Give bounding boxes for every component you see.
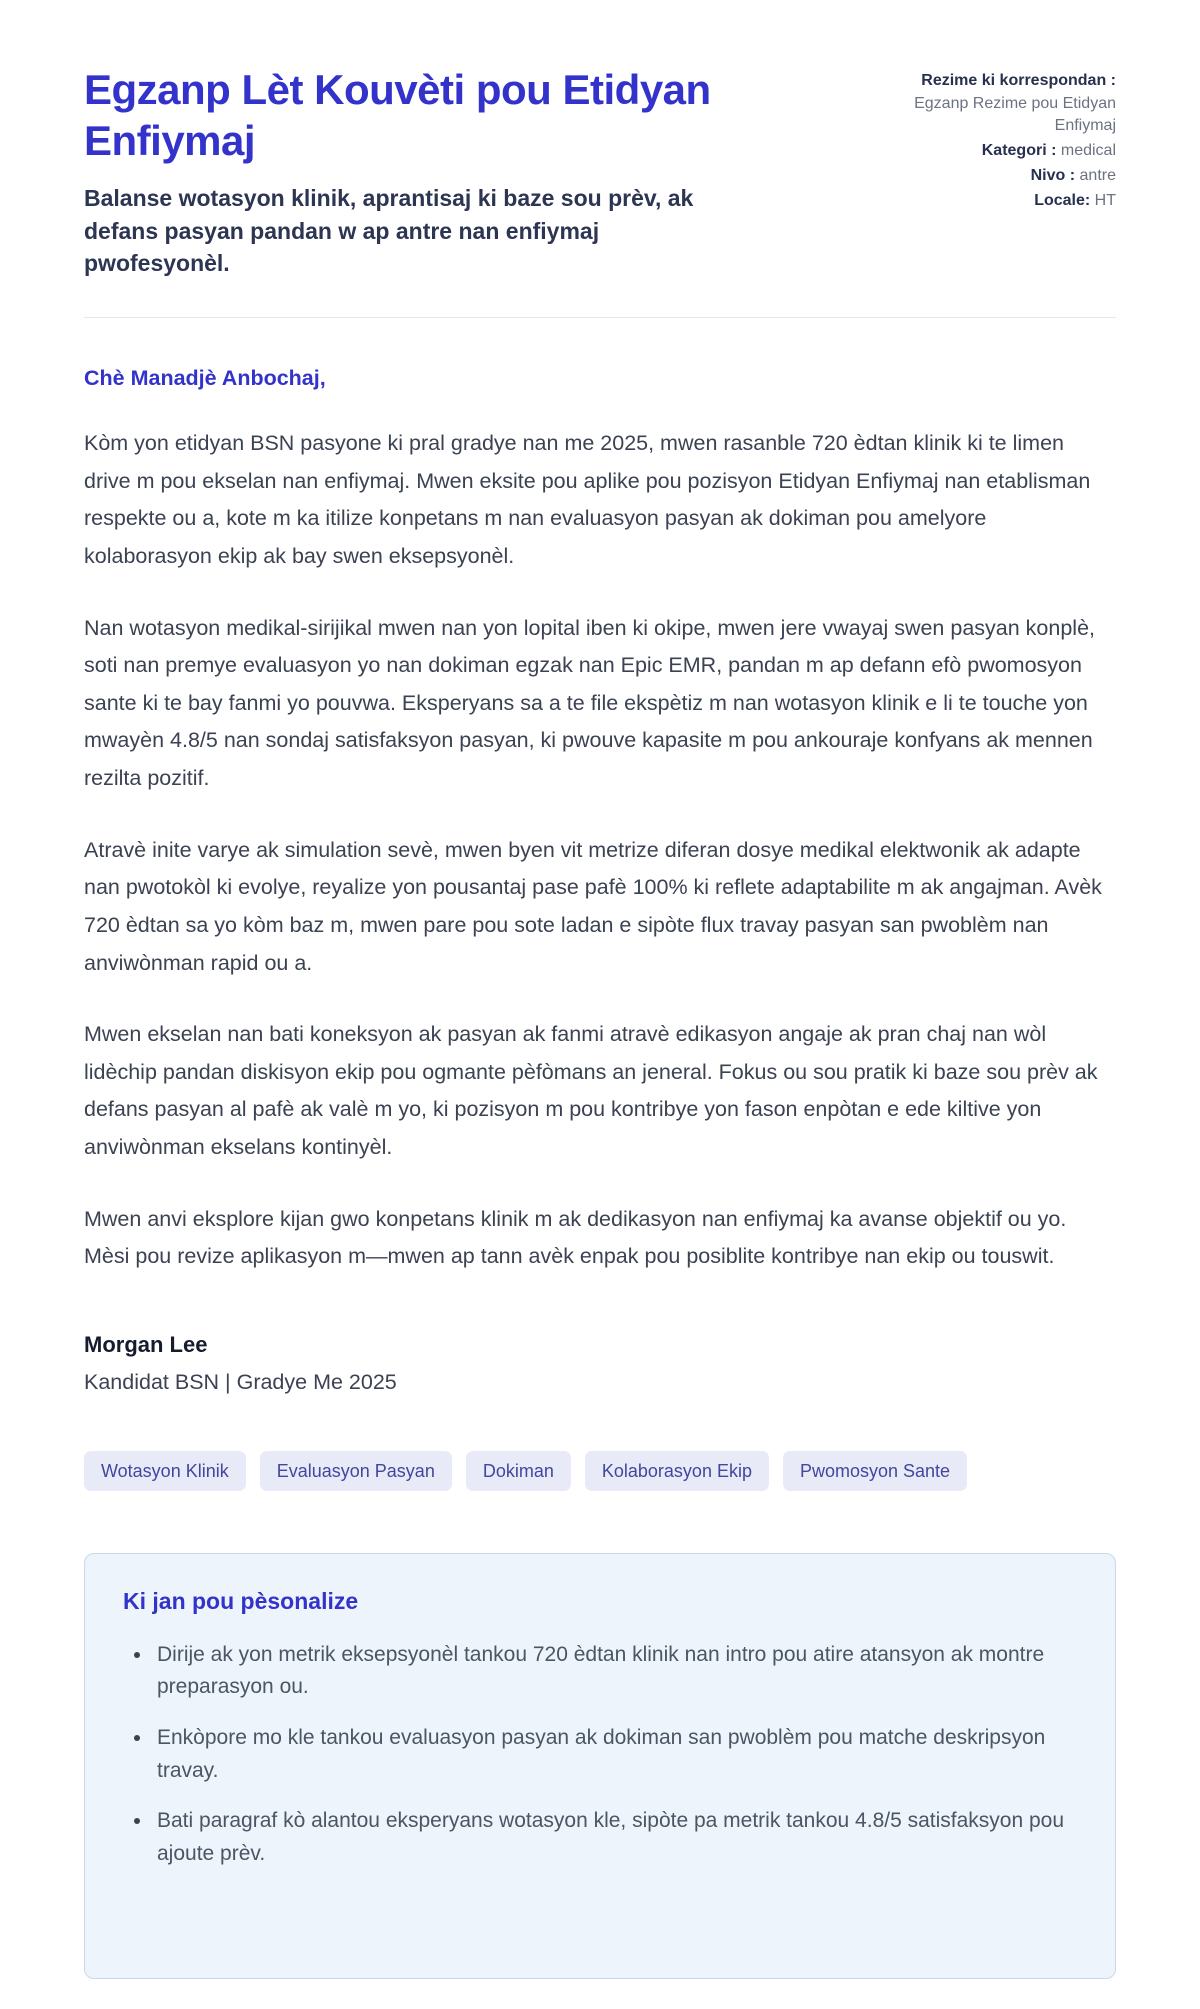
meta-level-value: antre	[1079, 166, 1116, 184]
tag-chip: Pwomosyon Sante	[783, 1451, 967, 1491]
keyword-tags	[84, 1451, 1116, 1491]
meta-locale-value: HT	[1094, 191, 1116, 209]
meta-resume-value: Egzanp Rezime pou Etidyan Enfiymaj	[914, 94, 1116, 135]
meta-category-value: medical	[1060, 142, 1116, 160]
letter-greeting: Chè Manadjè Anbochaj,	[84, 366, 326, 391]
meta-level-label: Nivo :	[1030, 166, 1076, 184]
meta-category-label: Kategori :	[981, 142, 1057, 160]
header	[84, 64, 1116, 279]
letter-body	[84, 366, 1116, 1395]
tag-chip: Wotasyon Klinik	[84, 1451, 246, 1491]
meta-matching-resume	[894, 70, 1116, 138]
letter-paragraph: Atravè inite varye ak simulation sevè, mwen byen vit metrize diferan dosye medikal elektwonik ak adapte nan pwotokòl ki evolye, reyalize yon pousantaj pase pafè 100% ki reflete adaptabilite m ak angajman. Avèk 720 èdtan sa yo kòm baz m, mwen pare pou sote ladan e sipòte flux travay pasyan san pwoblèm nan anviwònman rapid ou a.	[84, 837, 1102, 975]
letter-paragraph: Mwen anvi eksplore kijan gwo konpetans klinik m ak dedikasyon nan enfiymaj ka avanse objektif ou yo. Mèsi pou revize aplikasyon m—mwen ap tann avèk enpak pou posiblite kontribye nan ekip ou touswit.	[84, 1206, 1067, 1269]
page-subtitle: Balanse wotasyon klinik, aprantisaj ki baze sou prèv, ak defans pasyan pandan w ap antre nan enfiymaj pwofesyonèl.	[84, 185, 694, 276]
header-title-block	[84, 64, 784, 279]
meta-panel	[894, 64, 1116, 214]
tips-list	[123, 1639, 1077, 1870]
page-title: Egzanp Lèt Kouvèti pou Etidyan Enfiymaj	[84, 66, 711, 165]
meta-locale	[894, 190, 1116, 213]
letter-paragraph: Mwen ekselan nan bati koneksyon ak pasyan ak fanmi atravè edikasyon angaje ak pran chaj nan wòl lidèchip pandan diskisyon ekip pou ogmante pèfòmans an jeneral. Fokus ou sou pratik ki baze sou prèv ak defans pasyan al pafè ak valè m yo, ki pozisyon m pou kontribye yon fason enpòtan e ede kiltive yon anviwònman ekselans kontinyèl.	[84, 1022, 1098, 1160]
tag-chip: Dokiman	[466, 1451, 571, 1491]
tag-chip: Kolaborasyon Ekip	[585, 1451, 769, 1491]
meta-resume-label: Rezime ki korrespondan :	[921, 72, 1116, 89]
tips-item: • Dirije ak yon metrik eksepsyonèl tankou 720 èdtan klinik nan intro pou atire atansyon ak montre preparasyon ou.	[153, 1639, 1077, 1704]
tips-title: Ki jan pou pèsonalize	[123, 1587, 359, 1614]
signature-title: Kandidat BSN | Gradye Me 2025	[84, 1369, 397, 1394]
letter-paragraph: Nan wotasyon medikal-sirijikal mwen nan yon lopital iben ki okipe, mwen jere vwayaj swen pasyan konplè, soti nan premye evaluasyon yo nan dokiman egzak nan Epic EMR, pandan m ap defann efò pwomosyon sante ki te bay fanmi yo pouvwa. Eksperyans sa a te file ekspètiz m nan wotasyon klinik e li te touche yon mwayèn 4.8/5 nan sondaj satisfaksyon pasyan, ki pwouve kapasite m pou ankouraje konfyans ak mennen rezilta pozitif.	[84, 615, 1095, 791]
letter-paragraph: Kòm yon etidyan BSN pasyone ki pral gradye nan me 2025, mwen rasanble 720 èdtan klinik ki te limen drive m pou ekselan nan enfiymaj. Mwen eksite pou aplike pou pozisyon Etidyan Enfiymaj nan etablisman respekte ou a, kote m ka itilize konpetans m nan evaluasyon pasyan ak dokiman pou amelyore kolaborasyon ekip ak bay swen eksepsyonèl.	[84, 431, 1091, 568]
personalization-tips-box	[84, 1553, 1116, 1979]
signature-name: Morgan Lee	[84, 1331, 208, 1357]
meta-locale-label: Locale:	[1034, 191, 1091, 209]
tips-item: • Enkòpore mo kle tankou evaluasyon pasyan ak dokiman san pwoblèm pou matche deskripsyon travay.	[153, 1722, 1077, 1787]
tag-chip: Evaluasyon Pasyan	[260, 1451, 452, 1491]
meta-category	[894, 140, 1116, 163]
meta-level	[894, 165, 1116, 188]
tips-item: • Bati paragraf kò alantou eksperyans wotasyon kle, sipòte pa metrik tankou 4.8/5 satisfaksyon pou ajoute prèv.	[153, 1805, 1077, 1870]
header-divider	[84, 317, 1116, 318]
